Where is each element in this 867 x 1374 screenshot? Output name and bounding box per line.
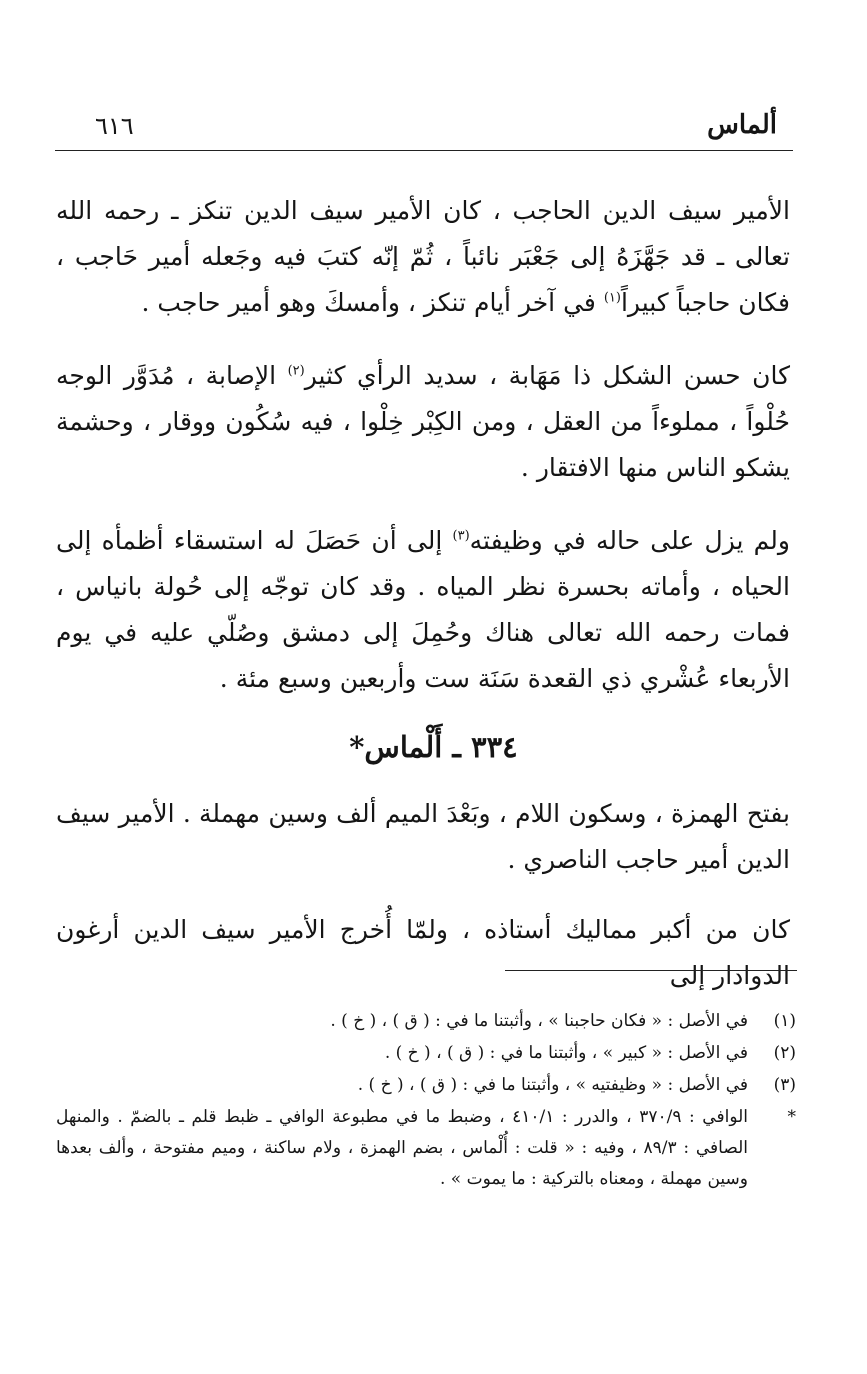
- footnote-text: في الأصل : « كبير » ، وأثبتنا ما في : ( ق ) ، ( خ ) .: [384, 1043, 748, 1063]
- paragraph-text: كان حسن الشكل ذا مَهَابة ، سديد الرأي كثير: [304, 361, 790, 390]
- paragraph-text: الإصابة ، مُدَوَّر الوجه حُلْواً ، مملوءاً من العقل ، ومن الكِبْر خِلْوا ، فيه سُكُون ووقار ، وحشمة يشكو الناس منها الافتقار .: [56, 361, 790, 482]
- entry-heading: ٣٣٤ ـ أَلْماس*: [349, 730, 518, 764]
- paragraph-text: الأمير سيف الدين الحاجب ، كان الأمير سيف الدين تنكز ـ رحمه الله تعالى ـ قد جَهَّزَهُ إلى جَعْبَر نائباً ، ثُمّ إنّه كتبَ فيه وجَعله أمير حَاجب ، فكان حاجباً كبيراً: [56, 196, 790, 317]
- page-number: ٦١٦: [95, 112, 134, 140]
- footnotes: [56, 1006, 796, 1197]
- header-rule: [55, 150, 793, 151]
- paragraph-text: في آخر أيام تنكز ، وأمسكَ وهو أمير حاجب .: [141, 288, 604, 317]
- footnote-text: الوافي : ٣٧٠/٩ ، والدرر : ٤١٠/١ ، وضبط ما في مطبوعة الوافي ـ ظبط قلم ـ بالضمّ . والمنهل الصافي : ٨٩/٣ ، وفيه : « قلت : أُلْماس ، بضم الهمزة ، ولام ساكنة ، وميم مفتوحة ، وألف بعدها وسين مهملة ، ومعناه بالتركية : ما يموت » .: [56, 1107, 748, 1189]
- paragraph: [56, 353, 790, 491]
- footnote-reference: (٢): [287, 363, 305, 379]
- footnote: [56, 1070, 796, 1100]
- footnote-marker: (١): [773, 1011, 796, 1031]
- running-title: ألماس: [707, 110, 777, 140]
- footnote: [56, 1102, 796, 1195]
- footnote-rule: [505, 970, 797, 971]
- footnote: [56, 1006, 796, 1036]
- footnote-reference: (١): [603, 290, 621, 306]
- entry-paragraph: بفتح الهمزة ، وسكون اللام ، وبَعْدَ الميم ألف وسين مهملة . الأمير سيف الدين أمير حاجب الناصري .: [56, 799, 790, 874]
- entry-paragraph: كان من أكبر مماليك أستاذه ، ولمّا أُخرج الأمير سيف الدين أرغون الدوادار إلى: [56, 915, 790, 990]
- footnote-text: في الأصل : « وظيفتيه » ، وأثبتنا ما في : ( ق ) ، ( خ ) .: [357, 1075, 748, 1095]
- footnote: [56, 1038, 796, 1068]
- footnote-text: في الأصل : « فكان حاجبنا » ، وأثبتنا ما في : ( ق ) ، ( خ ) .: [330, 1011, 748, 1031]
- footnote-marker: (٣): [773, 1075, 796, 1095]
- footnote-reference: (٣): [452, 528, 470, 544]
- paragraph-text: ولم يزل على حاله في وظيفته: [469, 526, 790, 555]
- footnote-marker: *: [787, 1107, 796, 1127]
- paragraph: [56, 518, 790, 702]
- paragraph-text: إلى أن حَصَلَ له استسقاء أظمأه إلى الحياه ، وأماته بحسرة نظر المياه . وقد كان توجّه إلى حُولة بانياس ، فمات رحمه الله تعالى هناك وحُمِلَ إلى دمشق وصُلّي عليه في يوم الأربعاء عُشْري ذي القعدة سَنَة ست وأربعين وسبع مئة .: [56, 526, 790, 693]
- paragraph: [56, 188, 790, 326]
- footnote-marker: (٢): [773, 1043, 796, 1063]
